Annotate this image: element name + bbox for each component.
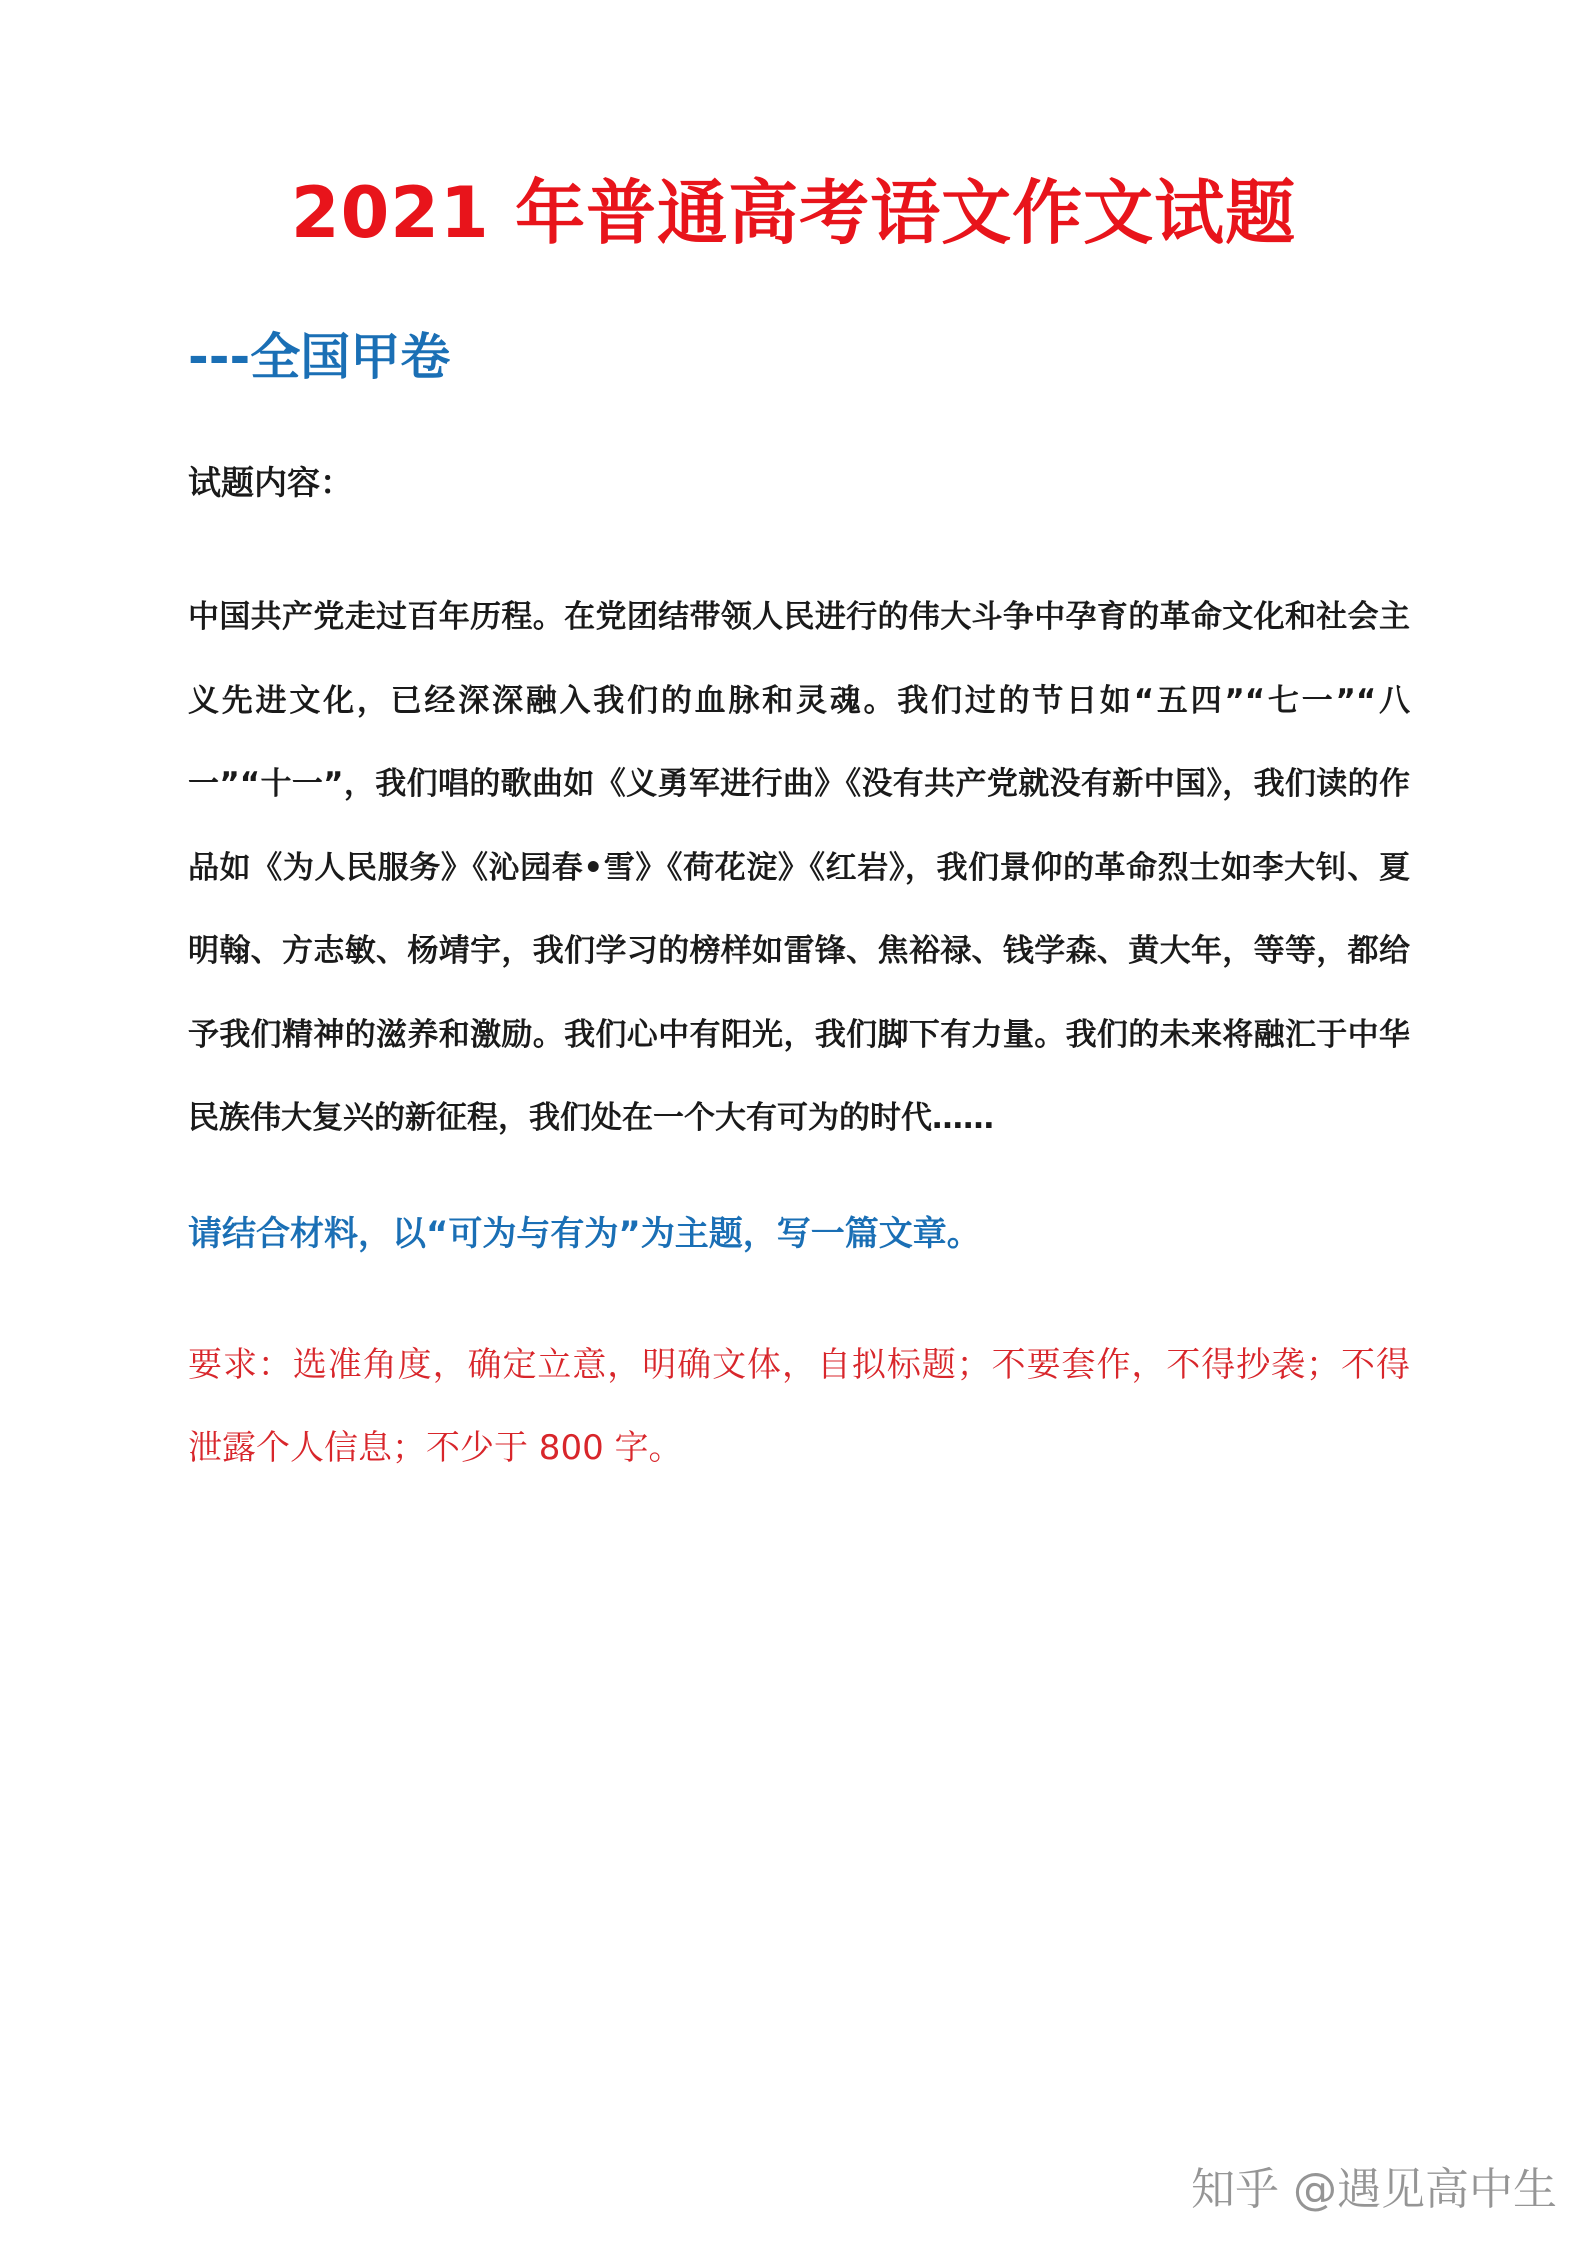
writing-requirements: 要求：选准角度，确定立意，明确文体，自拟标题；不要套作，不得抄袭；不得泄露个人信息；不少于 800 字。 (188, 1345, 1410, 1468)
document-title: 2021 年普通高考语文作文试题 (290, 172, 1297, 254)
material-paragraph: 中国共产党走过百年历程。在党团结带领人民进行的伟大斗争中孕育的革命文化和社会主义先进文化，已经深深融入我们的血脉和灵魂。我们过的节日如“五四”“七一”“八一”“十一”，我们唱的歌曲如《义勇军进行曲》《没有共产党就没有新中国》，我们读的作品如《为人民服务》《沁园春•雪》《荷花淀》《红岩》，我们景仰的革命烈士如李大钊、夏明翰、方志敏、杨靖宇，我们学习的榜样如雷锋、焦裕禄、钱学森、黄大年，等等，都给予我们精神的滋养和激励。我们心中有阳光，我们脚下有力量。我们的未来将融汇于中华民族伟大复兴的新征程，我们处在一个大有可为的时代…… (188, 599, 1410, 1136)
writing-prompt: 请结合材料，以“可为与有为”为主题，写一篇文章。 (188, 1214, 981, 1254)
section-label: 试题内容： (188, 463, 353, 502)
document-subtitle: ---全国甲卷 (188, 328, 451, 386)
zhihu-watermark: 知乎 @遇见高中生 (1191, 2164, 1557, 2215)
